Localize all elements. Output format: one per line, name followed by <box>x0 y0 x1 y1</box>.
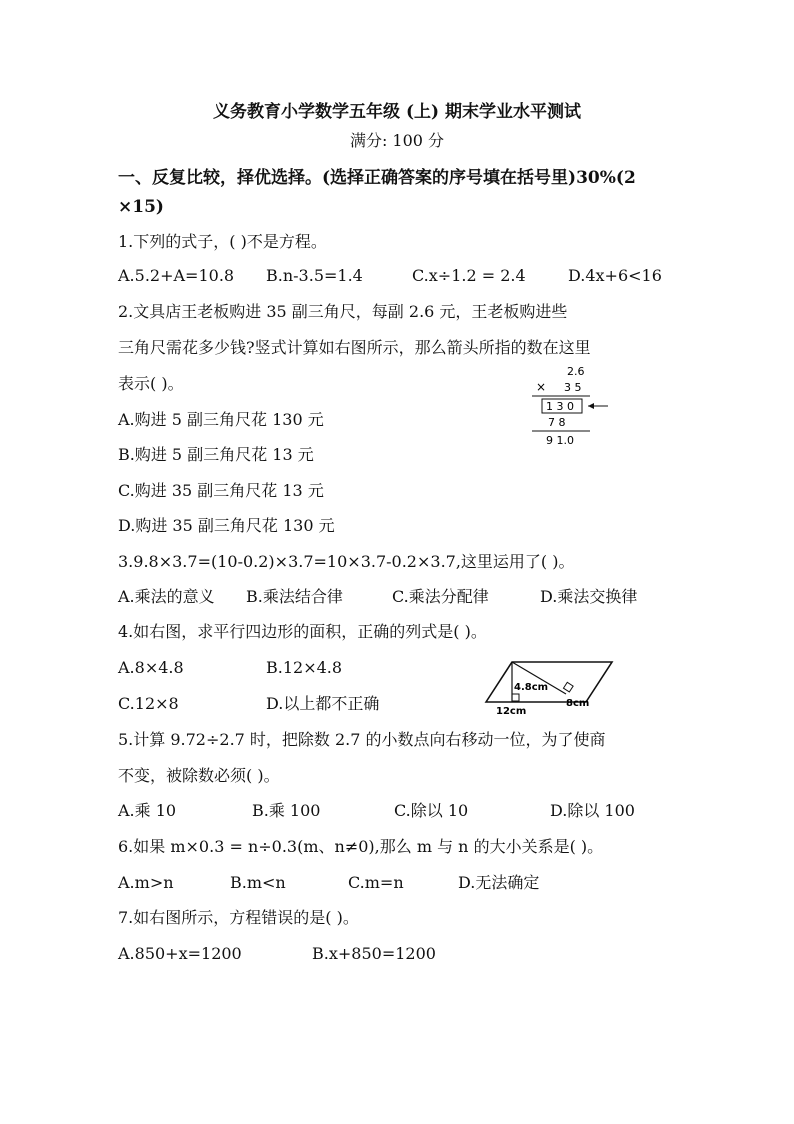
parallelogram-shape <box>486 662 612 702</box>
side-right-angle <box>563 682 573 692</box>
question-2-stem-3: 表示( )。 <box>118 374 184 393</box>
question-3-stem: 3.9.8×3.7=(10-0.2)×3.7=10×3.7-0.2×3.7,这里运用了( )。 <box>118 552 575 571</box>
q1-option-c: C.x÷1.2 = 2.4 <box>412 266 526 285</box>
q4-option-a: A.8×4.8 <box>118 658 184 677</box>
parallelogram-figure <box>476 656 626 718</box>
mult-operator: × <box>536 380 547 394</box>
section-heading-cont: ×15) <box>118 197 164 217</box>
q7-option-b: B.x+850=1200 <box>312 944 436 963</box>
question-5-stem-2: 不变，被除数必须( )。 <box>118 766 280 785</box>
q3-option-d: D.乘法交换律 <box>540 587 638 606</box>
q5-option-d: D.除以 100 <box>550 801 635 820</box>
question-4-stem: 4.如右图，求平行四边形的面积，正确的列式是( )。 <box>118 622 487 641</box>
q2-option-c: C.购进 35 副三角尺花 13 元 <box>118 481 324 500</box>
q6-option-c: C.m=n <box>348 873 404 892</box>
q6-option-b: B.m<n <box>230 873 286 892</box>
question-6-stem: 6.如果 m×0.3 = n÷0.3(m、n≠0),那么 m 与 n 的大小关系是( )。 <box>118 837 604 856</box>
mult-row-3: 1 3 0 <box>546 400 574 413</box>
q1-option-b: B.n-3.5=1.4 <box>266 266 363 285</box>
question-2-stem-2: 三角尺需花多少钱?竖式计算如右图所示，那么箭头所指的数在这里 <box>118 338 591 357</box>
mult-row-2: 3 5 <box>564 381 582 394</box>
mult-row-1: 2.6 <box>567 365 585 378</box>
mult-row-4: 7 8 <box>548 416 566 429</box>
q6-option-a: A.m>n <box>118 873 174 892</box>
height-right-angle <box>512 694 519 701</box>
question-2-stem: 2.文具店王老板购进 35 副三角尺，每副 2.6 元，王老板购进些 <box>118 302 568 321</box>
q3-option-a: A.乘法的意义 <box>118 587 215 606</box>
q6-option-d: D.无法确定 <box>458 873 540 892</box>
question-5-stem: 5.计算 9.72÷2.7 时，把除数 2.7 的小数点向右移动一位，为了使商 <box>118 730 606 749</box>
q2-option-a: A.购进 5 副三角尺花 130 元 <box>118 410 324 429</box>
base-label: 12cm <box>496 706 527 717</box>
q5-option-b: B.乘 100 <box>252 801 321 820</box>
q3-option-c: C.乘法分配律 <box>392 587 489 606</box>
q1-option-d: D.4x+6<16 <box>568 266 662 285</box>
q2-option-b: B.购进 5 副三角尺花 13 元 <box>118 445 314 464</box>
page-title: 义务教育小学数学五年级 (上) 期末学业水平测试 <box>213 102 581 122</box>
q5-option-a: A.乘 10 <box>118 801 177 820</box>
q3-option-b: B.乘法结合律 <box>246 587 343 606</box>
q1-option-a: A.5.2+A=10.8 <box>118 266 235 285</box>
q4-option-c: C.12×8 <box>118 694 179 713</box>
question-1-stem: 1.下列的式子，( )不是方程。 <box>118 232 327 251</box>
arrow-head-icon <box>588 403 594 409</box>
q5-option-c: C.除以 10 <box>394 801 469 820</box>
section-heading: 一、反复比较，择优选择。(选择正确答案的序号填在括号里)30%(2 <box>118 168 636 188</box>
q4-option-b: B.12×4.8 <box>266 658 343 677</box>
q2-option-d: D.购进 35 副三角尺花 130 元 <box>118 516 335 535</box>
q4-option-d: D.以上都不正确 <box>266 694 380 713</box>
vertical-multiplication-figure <box>520 362 630 452</box>
mult-row-5: 9 1.0 <box>546 434 574 447</box>
q7-option-a: A.850+x=1200 <box>118 944 242 963</box>
height-label: 4.8cm <box>514 682 549 693</box>
full-score: 满分: 100 分 <box>349 131 445 150</box>
side-label: 8cm <box>566 698 590 709</box>
question-7-stem: 7.如右图所示，方程错误的是( )。 <box>118 908 359 927</box>
